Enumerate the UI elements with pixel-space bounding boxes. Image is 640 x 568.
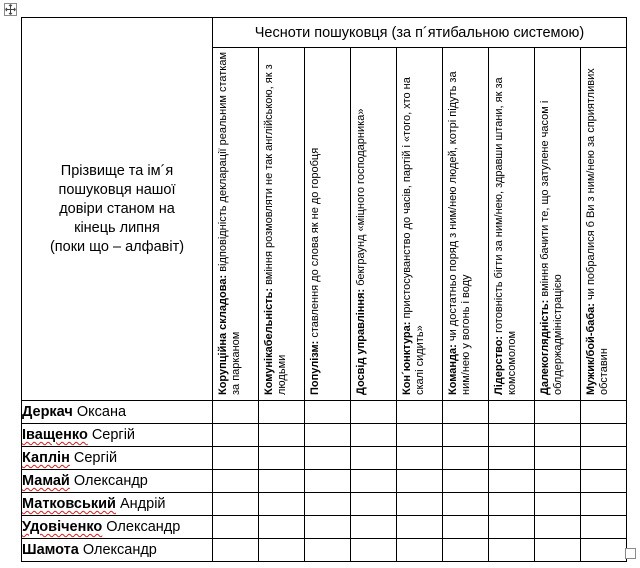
score-cell[interactable] (305, 539, 351, 562)
score-cell[interactable] (535, 493, 581, 516)
virtue-header-cell (535, 48, 581, 401)
virtue-header-cell (213, 48, 259, 401)
candidate-first-name: Сергій (69, 450, 118, 466)
candidate-surname: Удовіченко (22, 519, 103, 535)
table-move-handle-icon[interactable] (4, 3, 17, 16)
candidate-name-cell[interactable] (22, 539, 213, 562)
corner-header-line: довіри станом на (59, 200, 175, 217)
virtue-header-cell (351, 48, 397, 401)
candidate-surname: Матковський (22, 496, 116, 512)
score-cell[interactable] (259, 447, 305, 470)
virtue-term: Популізм: (309, 340, 321, 395)
score-cell[interactable] (489, 424, 535, 447)
score-cell[interactable] (489, 493, 535, 516)
score-cell[interactable] (443, 516, 489, 539)
candidate-first-name: Оксана (72, 404, 127, 420)
candidate-name-cell[interactable] (22, 470, 213, 493)
virtue-term: Комунікабельність: (263, 287, 275, 395)
score-cell[interactable] (213, 516, 259, 539)
virtue-header-cell (305, 48, 351, 401)
corner-header-line: пошуковця нашої (58, 181, 176, 198)
virtue-header-cell (397, 48, 443, 401)
score-cell[interactable] (443, 424, 489, 447)
score-cell[interactable] (489, 470, 535, 493)
score-cell[interactable] (581, 401, 627, 424)
score-cell[interactable] (397, 516, 443, 539)
score-cell[interactable] (351, 424, 397, 447)
virtue-description: чи побралися б Ви з ним/нею за сприятливих обставин (585, 68, 610, 395)
score-cell[interactable] (443, 493, 489, 516)
score-cell[interactable] (213, 447, 259, 470)
virtue-header-cell (443, 48, 489, 401)
score-cell[interactable] (443, 401, 489, 424)
virtue-header-cell (581, 48, 627, 401)
score-cell[interactable] (581, 516, 627, 539)
score-cell[interactable] (259, 401, 305, 424)
score-cell[interactable] (259, 493, 305, 516)
corner-header-line: кінець липня (74, 219, 160, 236)
candidate-name-cell[interactable] (22, 493, 213, 516)
score-cell[interactable] (397, 401, 443, 424)
score-cell[interactable] (443, 539, 489, 562)
candidate-first-name: Олександр (78, 542, 157, 558)
score-cell[interactable] (259, 516, 305, 539)
score-cell[interactable] (535, 470, 581, 493)
score-cell[interactable] (305, 470, 351, 493)
score-cell[interactable] (351, 539, 397, 562)
score-cell[interactable] (581, 539, 627, 562)
score-cell[interactable] (305, 401, 351, 424)
score-cell[interactable] (213, 493, 259, 516)
score-cell[interactable] (351, 447, 397, 470)
score-cell[interactable] (397, 493, 443, 516)
score-cell[interactable] (259, 539, 305, 562)
corner-header-line: Прізвище та ім´я (60, 162, 174, 179)
virtue-term: Далекоглядність: (539, 299, 551, 395)
virtue-term: Досвід управління: (355, 288, 367, 395)
candidate-first-name: Олександр (69, 473, 148, 489)
score-cell[interactable] (305, 447, 351, 470)
virtue-description: пристосуванство до часів, партій і «того, хто на скалі сидить» (401, 77, 426, 395)
score-cell[interactable] (259, 424, 305, 447)
score-cell[interactable] (397, 424, 443, 447)
candidate-first-name: Андрій (115, 496, 166, 512)
score-cell[interactable] (581, 424, 627, 447)
score-cell[interactable] (397, 539, 443, 562)
score-cell[interactable] (489, 401, 535, 424)
virtue-description: вміння бачити те, що затулене часом і облдержадміністрацією (539, 100, 564, 395)
score-cell[interactable] (535, 539, 581, 562)
score-cell[interactable] (351, 401, 397, 424)
score-cell[interactable] (443, 470, 489, 493)
candidate-surname: Шамота (22, 542, 79, 558)
candidate-surname: Мамай (22, 473, 70, 489)
virtue-term: Корупційна складова: (217, 274, 229, 395)
virtue-header-cell (489, 48, 535, 401)
score-cell[interactable] (535, 424, 581, 447)
candidate-name-cell[interactable] (22, 516, 213, 539)
score-cell[interactable] (581, 470, 627, 493)
score-cell[interactable] (351, 493, 397, 516)
score-cell[interactable] (305, 493, 351, 516)
score-cell[interactable] (397, 447, 443, 470)
virtue-term: Лідерство: (493, 335, 505, 395)
candidate-row (22, 516, 627, 539)
corner-header-line: (поки що – алфавіт) (49, 238, 185, 255)
score-cell[interactable] (305, 516, 351, 539)
candidate-row (22, 470, 627, 493)
score-cell[interactable] (443, 447, 489, 470)
virtue-description: бекграунд «міцного господарника» (355, 108, 367, 289)
score-cell[interactable] (397, 470, 443, 493)
score-cell[interactable] (351, 516, 397, 539)
score-cell[interactable] (259, 470, 305, 493)
score-cell[interactable] (213, 424, 259, 447)
score-cell[interactable] (213, 470, 259, 493)
score-cell[interactable] (581, 447, 627, 470)
score-cell[interactable] (489, 539, 535, 562)
candidate-row (22, 447, 627, 470)
score-cell[interactable] (489, 447, 535, 470)
score-cell[interactable] (535, 516, 581, 539)
virtue-description: чи достатньо поряд з ним/нею людей, котрі підуть за ним/нею у вогонь і воду (447, 71, 472, 395)
corner-header-cell (22, 18, 213, 401)
candidate-name-cell[interactable] (22, 424, 213, 447)
candidates-rating-table (21, 17, 627, 562)
candidate-name-cell[interactable] (22, 447, 213, 470)
score-cell[interactable] (489, 516, 535, 539)
candidate-row (22, 401, 627, 424)
candidate-rows (22, 401, 627, 562)
score-cell[interactable] (535, 401, 581, 424)
score-cell[interactable] (213, 401, 259, 424)
candidate-first-name: Олександр (102, 519, 181, 535)
candidate-surname: Іващенко (22, 427, 88, 443)
score-cell[interactable] (351, 470, 397, 493)
candidate-name-cell[interactable] (22, 401, 213, 424)
candidate-row (22, 493, 627, 516)
virtue-description: готовність бігти за ним/нею, здравши штани, як за комсомолом (493, 77, 518, 395)
virtue-description: вміння розмовляти не так англійською, як з людьми (263, 64, 288, 395)
virtue-description: ставлення до слова як не до горобця (309, 147, 321, 341)
candidate-first-name: Сергій (87, 427, 136, 443)
header-row (22, 18, 627, 48)
virtues-group-header: Чесноти пошуковця (за п´ятибальною системою) (213, 18, 627, 48)
score-cell[interactable] (535, 447, 581, 470)
candidate-row (22, 424, 627, 447)
candidate-row (22, 539, 627, 562)
candidate-surname: Каплін (22, 450, 70, 466)
score-cell[interactable] (581, 493, 627, 516)
score-cell[interactable] (213, 539, 259, 562)
virtue-term: Команда: (447, 344, 459, 395)
candidate-surname: Деркач (22, 404, 73, 420)
virtue-description: відповідність декларації реальним статкам за парканом (217, 51, 242, 395)
virtue-term: Кон´юнктура: (401, 321, 413, 395)
virtue-header-cell (259, 48, 305, 401)
virtue-term: Мужик/бой-баба: (585, 303, 597, 395)
table-resize-handle-icon[interactable] (625, 548, 636, 559)
score-cell[interactable] (305, 424, 351, 447)
